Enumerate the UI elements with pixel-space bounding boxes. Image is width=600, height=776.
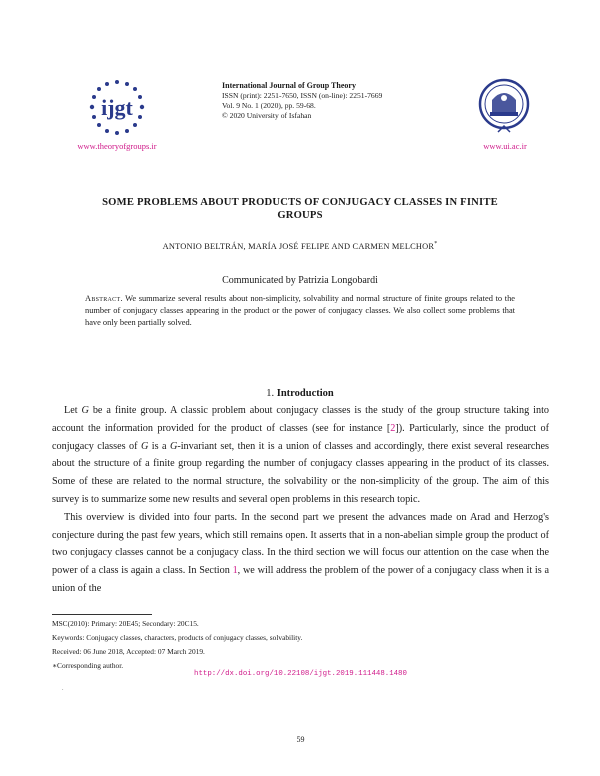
footnote-msc: MSC(2010): Primary: 20E45; Secondary: 20C15. [52,619,199,628]
footnote-keywords: Keywords: Conjugacy classes, characters, products of conjugacy classes, solvability. [52,633,303,642]
communicated-by: Communicated by Patrizia Longobardi [222,275,378,286]
paper-title [55,196,545,222]
journal-name: International Journal of Group Theory [222,81,356,90]
corresponding-mark: * [434,241,438,247]
journal-volume: Vol. 9 No. 1 (2020), pp. 59-68. [222,101,316,110]
title-line-2: GROUPS [277,210,323,221]
right-site-link[interactable]: www.ui.ac.ir [483,141,527,151]
footnote-corresponding: ∗Corresponding author. [52,661,124,670]
body-text [52,402,549,598]
abstract-text: . We summarize several results about non-simplicity, solvability and normal structure of finite groups related to the number of conjugacy classes appearing in the product or the power of conjugacy classes. We also collect some problems that have only been partially solved. [85,294,515,327]
footnote-rule [52,614,152,615]
logo-lettering: ijgt [101,95,133,120]
authors-text: ANTONIO BELTRÁN, MARÍA JOSÉ FELIPE AND CARMEN MELCHOR [162,241,435,251]
journal-issn: ISSN (print): 2251-7650, ISSN (on-line): 2251-7669 [222,91,383,100]
journal-info [222,81,462,121]
stray-dot: . [62,686,64,692]
section-title: Introduction [276,388,334,399]
page-number: 59 [296,735,305,744]
paragraph-1: Let G be a finite group. A classic problem about conjugacy classes is the study of the group structure taking into account the information provided for the product of classes (see for instance [2]). Particularly, since the product of conjugacy classes of G is a G-invariant set, then it is a union of classes and accordingly, there exist several researches about the structure of a finite group regarding the number of conjugacy classes appearing in the product of its classes. Some of these are related to the normal structure, the solvability or the non-simplicity of the group. The aim of this survey is to summarize some new results and several open problems in this research topic. [52,405,550,505]
section-link[interactable]: 1 [232,565,238,577]
doi-link[interactable]: http://dx.doi.org/10.22108/ijgt.2019.111448.1480 [194,670,407,678]
abstract [85,293,515,329]
journal-copyright: © 2020 University of Isfahan [222,111,312,120]
title-line-1: SOME PROBLEMS ABOUT PRODUCTS OF CONJUGACY CLASSES IN FINITE [102,197,498,208]
left-site-link[interactable]: www.theoryofgroups.ir [77,141,157,151]
abstract-label: Abstract [85,294,121,303]
ijgt-logo [84,77,150,139]
paper-authors [55,241,545,251]
section-heading [55,388,545,399]
footnote-dates: Received: 06 June 2018, Accepted: 07 March 2019. [52,647,205,656]
citation-link[interactable]: 2 [390,422,396,434]
university-seal-logo [478,76,530,138]
footnotes [52,617,549,673]
section-number: 1. [266,388,275,399]
paragraph-2: This overview is divided into four parts. In the second part we present the advances made on Arad and Herzog's conjecture during the past few years, which still remains open. It asserts that in a non-abelian simple group the product of two conjugacy classes cannot be a conjugacy class. In the third section we will focus our attention on the case when the power of a class is again a class. In Section 1, we will address the problem of the power of a conjugacy class when it is a union of the [52,511,549,594]
